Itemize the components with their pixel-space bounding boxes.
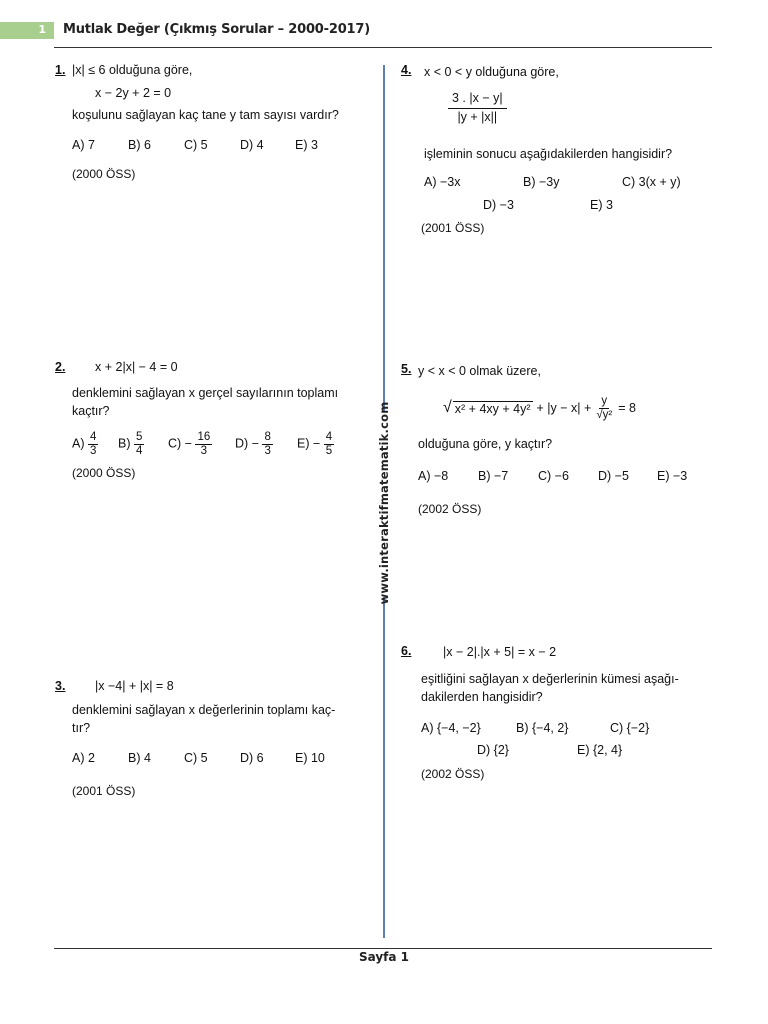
option-d[interactable]: D) −5 <box>598 469 629 483</box>
option-b[interactable]: B) −3y <box>523 175 560 189</box>
numerator: 3 . |x − y| <box>448 92 507 109</box>
question-source: (2000 ÖSS) <box>72 167 136 181</box>
option-d[interactable]: D) 6 <box>240 751 264 765</box>
option-label: B) <box>118 436 131 451</box>
option-e[interactable] <box>297 431 334 457</box>
equation: x − 2y + 2 = 0 <box>95 86 172 100</box>
option-label: C) <box>168 436 182 451</box>
equation: |x −4| + |x| = 8 <box>95 679 174 693</box>
fraction <box>195 431 212 457</box>
page-number: 1 <box>38 23 46 36</box>
denominator: 3 <box>264 444 271 457</box>
page-footer: Sayfa 1 <box>358 950 410 964</box>
option-c[interactable]: C) −6 <box>538 469 569 483</box>
equation <box>443 395 636 421</box>
denominator: 3 <box>89 444 97 457</box>
option-c[interactable]: C) 5 <box>184 751 208 765</box>
minus-sign: − <box>184 436 192 451</box>
numerator: y <box>601 395 608 407</box>
question-text: koşulunu sağlayan kaç tane y tam sayısı vardır? <box>72 108 339 122</box>
question-number: 6. <box>401 644 412 658</box>
question-number: 4. <box>401 63 412 77</box>
equation: x + 2|x| − 4 = 0 <box>95 360 178 374</box>
option-c[interactable] <box>168 431 212 457</box>
option-e[interactable]: E) 10 <box>295 751 325 765</box>
option-c[interactable]: C) {−2} <box>610 721 650 735</box>
minus-sign: − <box>251 436 259 451</box>
question-text: işleminin sonucu aşağıdakilerden hangisidir? <box>424 147 673 161</box>
question-source: (2001 ÖSS) <box>421 221 485 235</box>
option-label: A) <box>72 436 85 451</box>
question-text: eşitliğini sağlayan x değerlerinin kümesi aşağı- <box>421 672 679 686</box>
option-b[interactable]: B) 6 <box>128 138 151 152</box>
equation-part: = 8 <box>618 401 636 416</box>
option-a[interactable]: A) {−4, −2} <box>421 721 481 735</box>
minus-sign: − <box>312 436 321 451</box>
question-text: y < x < 0 olmak üzere, <box>418 364 541 378</box>
equation-part: + |y − x| + <box>536 401 592 416</box>
question-text: denklemini sağlayan x değerlerinin toplamı kaç- <box>72 703 336 717</box>
question-number: 3. <box>55 679 66 693</box>
option-d[interactable]: D) {2} <box>477 743 509 757</box>
denominator: |y + |x|| <box>457 109 498 124</box>
fraction <box>88 431 98 457</box>
option-b[interactable]: B) −7 <box>478 469 509 483</box>
question-text: olduğuna göre, y kaçtır? <box>418 437 553 451</box>
question-text: denklemini sağlayan x gerçel sayılarının toplamı kaçtır? <box>72 386 339 418</box>
sqrt-symbol: √ <box>443 399 452 417</box>
question-source: (2001 ÖSS) <box>72 784 136 798</box>
option-label: D) <box>235 436 249 451</box>
denominator: 4 <box>135 444 143 457</box>
page-number-badge <box>0 22 54 39</box>
option-d[interactable] <box>235 431 273 457</box>
option-c[interactable]: C) 5 <box>184 138 208 152</box>
option-e[interactable]: E) 3 <box>295 138 318 152</box>
question-text: dakilerden hangisidir? <box>421 690 543 704</box>
numerator: 4 <box>325 431 333 443</box>
question-text: tır? <box>72 721 91 735</box>
fraction <box>134 431 144 457</box>
denominator: 3 <box>200 444 208 457</box>
question-source: (2002 ÖSS) <box>421 767 485 781</box>
fraction <box>262 431 272 457</box>
question-source: (2000 ÖSS) <box>72 466 136 480</box>
radicand: x² + 4xy + 4y² <box>454 401 531 416</box>
column-divider-top <box>383 65 385 412</box>
denominator: √y² <box>596 408 613 421</box>
equation: |x − 2|.|x + 5| = x − 2 <box>443 645 557 659</box>
option-a[interactable]: A) 2 <box>72 751 95 765</box>
website-url[interactable]: www.interaktifmatematik.com <box>377 401 391 605</box>
expression-fraction <box>448 92 507 125</box>
column-divider-bottom <box>383 597 385 938</box>
option-d[interactable]: D) 4 <box>240 138 264 152</box>
question-text: x < 0 < y olduğuna göre, <box>424 65 559 79</box>
question-number: 1. <box>55 63 66 77</box>
question-number: 5. <box>401 362 412 376</box>
option-e[interactable]: E) {2, 4} <box>577 743 623 757</box>
fraction <box>594 395 614 421</box>
numerator: 5 <box>135 431 143 443</box>
option-b[interactable] <box>118 431 144 457</box>
numerator: 4 <box>89 431 97 443</box>
numerator: 8 <box>264 431 271 443</box>
question-text: |x| ≤ 6 olduğuna göre, <box>72 63 193 77</box>
option-d[interactable]: D) −3 <box>483 198 514 212</box>
footer-divider <box>54 948 712 949</box>
option-a[interactable]: A) −8 <box>418 469 449 483</box>
option-a[interactable]: A) 7 <box>72 138 95 152</box>
option-e[interactable]: E) 3 <box>590 198 613 212</box>
option-a[interactable] <box>72 431 98 457</box>
denominator: 5 <box>325 444 333 457</box>
option-b[interactable]: B) 4 <box>128 751 151 765</box>
numerator: 16 <box>197 431 211 443</box>
option-label: E) <box>297 436 310 451</box>
option-b[interactable]: B) {−4, 2} <box>516 721 569 735</box>
document-title: Mutlak Değer (Çıkmış Sorular – 2000-2017) <box>63 22 370 37</box>
option-a[interactable]: A) −3x <box>424 175 461 189</box>
question-source: (2002 ÖSS) <box>418 502 482 516</box>
question-number: 2. <box>55 360 66 374</box>
option-c[interactable]: C) 3(x + y) <box>622 175 681 189</box>
fraction <box>324 431 334 457</box>
option-e[interactable]: E) −3 <box>657 469 688 483</box>
header-divider <box>54 47 712 48</box>
